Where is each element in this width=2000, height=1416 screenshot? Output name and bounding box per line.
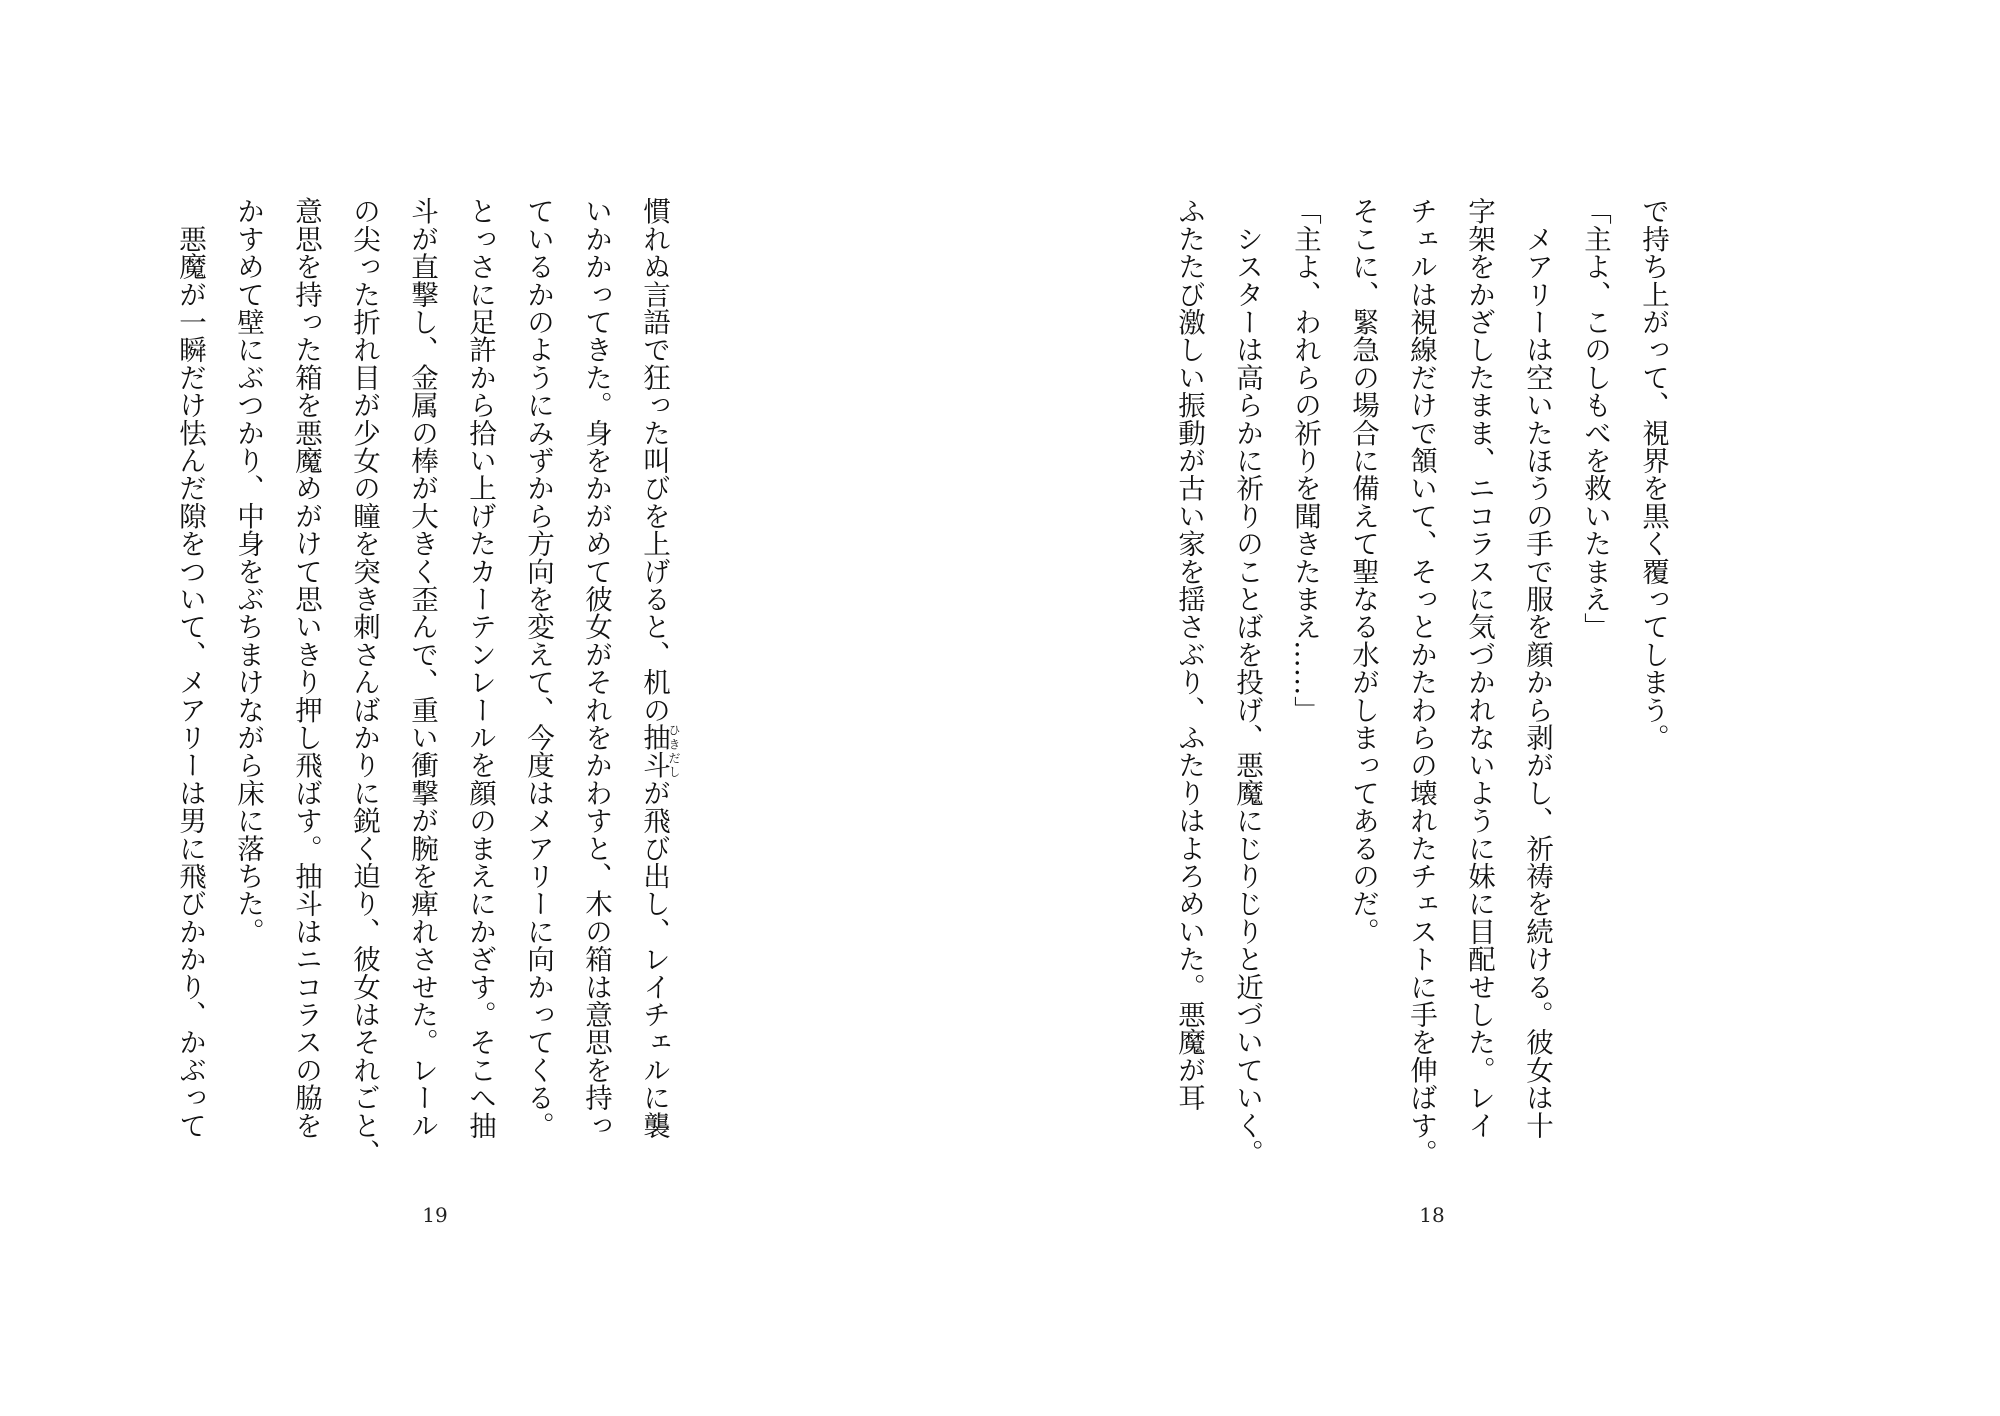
text-line: の尖った折れ目が少女の瞳を突き刺さんばかりに鋭く迫り、彼女はそれごと、 — [348, 197, 380, 1167]
text-line: 「主よ、このしもべを救いたまえ」 — [1579, 197, 1611, 641]
ruby-base: 抽斗 — [638, 723, 670, 779]
left-page-text — [174, 197, 683, 1172]
text-line: 「主よ、われらの祈りを聞きたまえ……」 — [1289, 197, 1321, 724]
text-line: 字架をかざしたまま、ニコラスに気づかれないように妹に目配せした。レイ — [1463, 197, 1495, 1139]
text-segment: が飛び出し、レイチェルに襲 — [638, 778, 670, 1139]
text-line: かすめて壁にぶつかり、中身をぶちまけながら床に落ちた。 — [232, 197, 264, 945]
text-line: 斗が直撃し、金属の棒が大きく歪んで、重い衝撃が腕を痺れさせた。レール — [406, 197, 438, 1139]
text-line: いかかってきた。身をかがめて彼女がそれをかわすと、木の箱は意思を持っ — [580, 197, 612, 1139]
text-line: チェルは視線だけで頷いて、そっとかたわらの壊れたチェストに手を伸ばす。 — [1405, 197, 1437, 1167]
page-number: 19 — [422, 1203, 448, 1227]
text-line: とっさに足許から拾い上げたカーテンレールを顔のまえにかざす。そこへ抽 — [464, 197, 496, 1139]
ruby-annotation — [638, 723, 681, 779]
page-number: 18 — [1419, 1203, 1445, 1227]
text-line: そこに、緊急の場合に備えて聖なる水がしまってあるのだ。 — [1347, 197, 1379, 945]
text-line — [625, 197, 683, 1172]
text-line: シスターは高らかに祈りのことばを投げ、悪魔にじりじりと近づいていく。 — [1231, 197, 1263, 1167]
text-line: 意思を持った箱を悪魔めがけて思いきり押し飛ばす。抽斗はニコラスの脇を — [290, 197, 322, 1139]
text-line: ふたたび激しい振動が古い家を揺さぶり、ふたりはよろめいた。悪魔が耳 — [1173, 197, 1205, 1112]
text-segment: 慣れぬ言語で狂った叫びを上げると、机の — [638, 197, 670, 724]
text-line: ているかのようにみずから方向を変えて、今度はメアリーに向かってくる。 — [522, 197, 554, 1139]
text-line: メアリーは空いたほうの手で服を顔から剥がし、祈祷を続ける。彼女は十 — [1521, 197, 1553, 1139]
right-page-text — [1173, 197, 1682, 1172]
text-line: で持ち上がって、視界を黒く覆ってしまう。 — [1637, 197, 1669, 751]
text-line: 悪魔が一瞬だけ怯んだ隙をついて、メアリーは男に飛びかかり、かぶって — [174, 197, 206, 1139]
ruby-text: ひきだし — [667, 723, 681, 779]
